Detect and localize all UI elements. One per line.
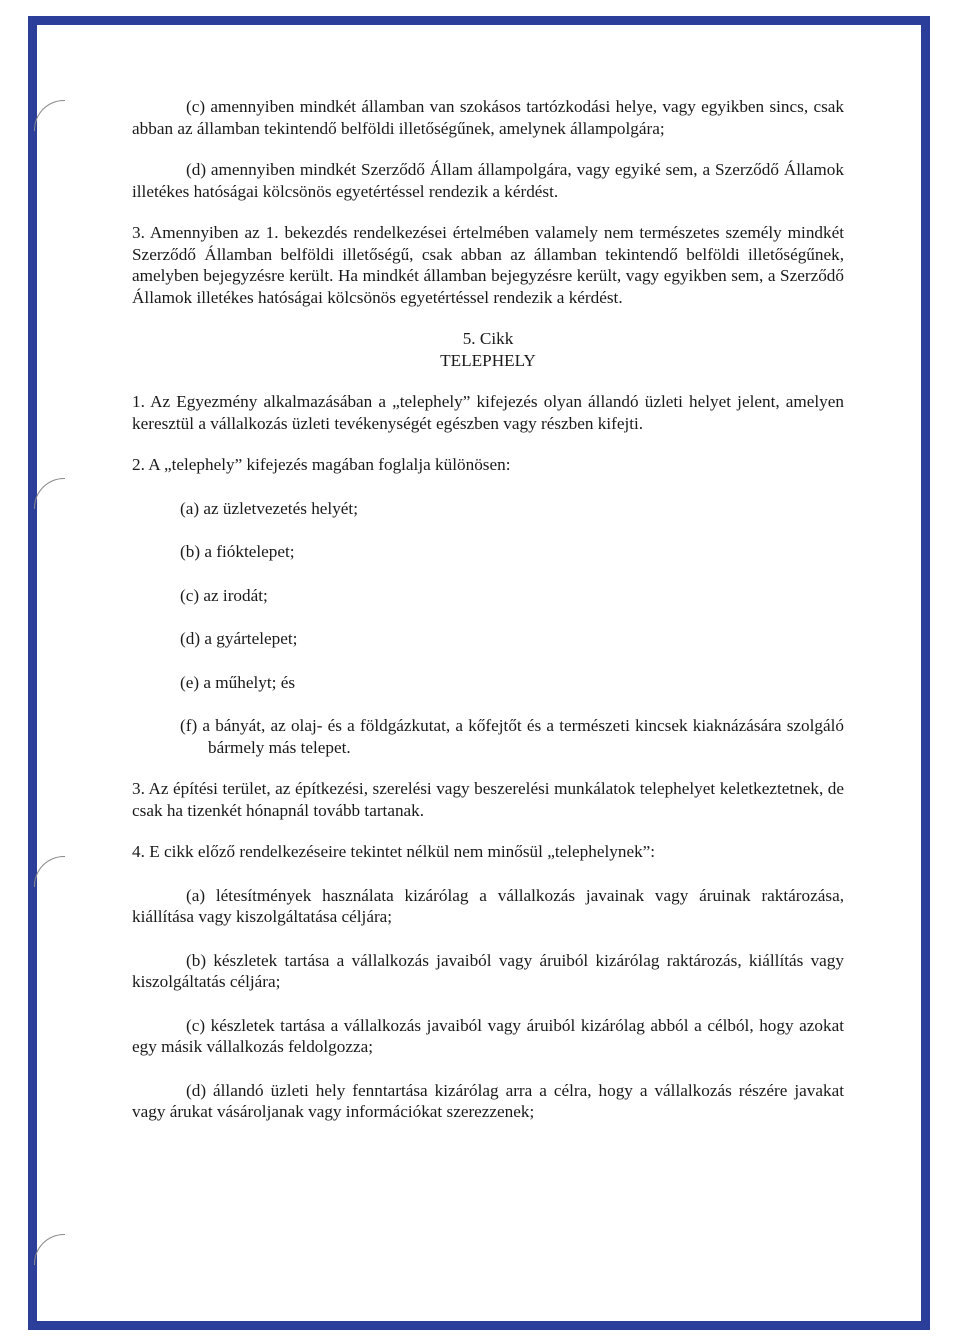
article-number: 5. Cikk	[462, 329, 514, 348]
art5-paragraph-1: 1. Az Egyezmény alkalmazásában a „telephely” kifejezés olyan állandó üzleti helyet jelent, amelyen keresztül a vállalkozás üzleti tevékenységét egészben vagy részben kifejti.	[132, 392, 844, 433]
list-item-d: (d) a gyártelepet;	[180, 629, 298, 648]
paragraph-d: (d) amennyiben mindkét Szerződő Állam állampolgára, vagy egyiké sem, a Szerződő Államok illetékes hatóságai kölcsönös egyetértéssel rendezik a kérdést.	[132, 160, 844, 201]
list-item-c: (c) az irodát;	[180, 585, 268, 605]
art5-paragraph-2: 2. A „telephely” kifejezés magában foglalja különösen:	[132, 455, 511, 474]
paragraph-c: (c) amennyiben mindkét államban van szokásos tartózkodási helye, vagy egyikben sincs, csak abban az államban tekintendő belföldi illetőségűnek, amelynek állampolgára;	[132, 97, 844, 138]
document-page	[132, 96, 844, 1123]
list-item-e: (e) a műhelyt; és	[180, 672, 296, 692]
exclusion-item-b: (b) készletek tartása a vállalkozás javaiból vagy áruiból kizárólag raktározás, kiállítás vagy kiszolgáltatás céljára;	[132, 950, 844, 991]
article-title: TELEPHELY	[440, 350, 536, 370]
list-item-b: (b) a fióktelepet;	[180, 542, 295, 561]
exclusion-item-d: (d) állandó üzleti hely fenntartása kizárólag arra a célra, hogy a vállalkozás részére javakat vagy árukat vásároljanak vagy információkat szerezzenek;	[132, 1080, 844, 1121]
art5-paragraph-3: 3. Az építési terület, az építkezési, szerelési vagy beszerelési munkálatok telephelyet keletkeztetnek, de csak ha tizenkét hónapnál tovább tartanak.	[132, 779, 844, 820]
exclusion-item-a: (a) létesítmények használata kizárólag a vállalkozás javainak vagy áruinak raktározása, kiállítása vagy kiszolgáltatása céljára;	[132, 885, 844, 926]
list-item-f: (f) a bányát, az olaj- és a földgázkutat, a kőfejtőt és a természeti kincsek kiaknázására szolgáló bármely más telepet.	[180, 716, 844, 757]
list-item-a: (a) az üzletvezetés helyét;	[180, 498, 358, 518]
paragraph-3: 3. Amennyiben az 1. bekezdés rendelkezései értelmében valamely nem természetes személy mindkét Szerződő Államban belföldi illetőségű, csak abban az államban tekintendő belföldi illetőségűnek, amelyben bejegyzésre került. Ha mindkét államban bejegyzésre került, vagy egyikben sem, a Szerződő Államok illetékes hatóságai kölcsönös egyetértéssel rendezik a kérdést.	[132, 223, 844, 307]
art5-paragraph-4: 4. E cikk előző rendelkezéseire tekintet nélkül nem minősül „telephelynek”:	[132, 842, 656, 861]
exclusion-item-c: (c) készletek tartása a vállalkozás javaiból vagy áruiból kizárólag abból a célból, hogy azokat egy másik vállalkozás feldolgozza;	[132, 1015, 844, 1056]
